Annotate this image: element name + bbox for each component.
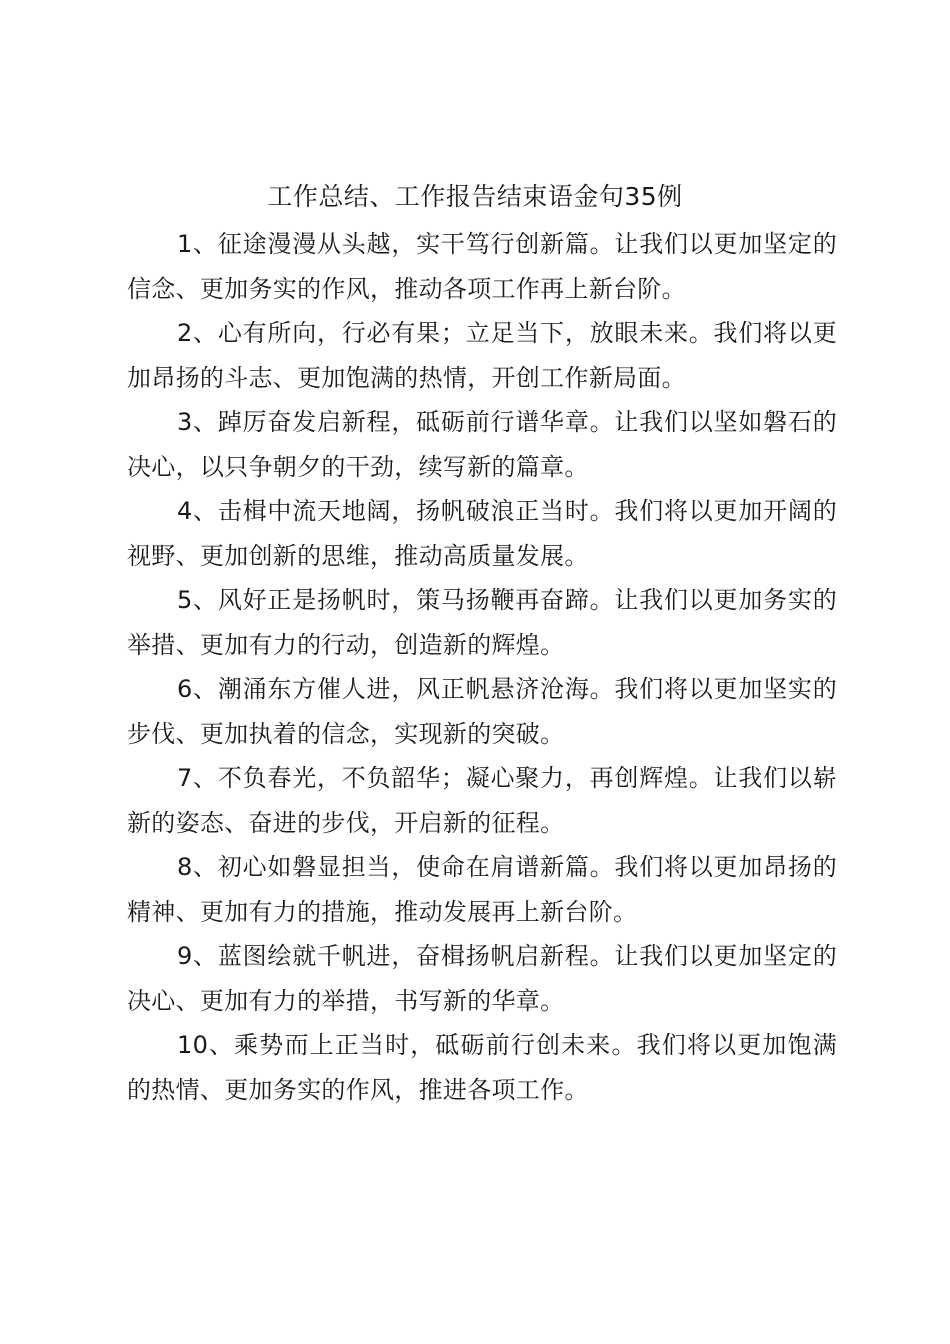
paragraph-8: 8、初心如磐显担当，使命在肩谱新篇。我们将以更加昂扬的精神、更加有力的措施，推动发展再上新台阶。	[127, 853, 837, 926]
paragraph-3: 3、踔厉奋发启新程，砥砺前行谱华章。让我们以坚如磐石的决心，以只争朝夕的干劲，续写新的篇章。	[127, 408, 837, 481]
document-title: 工作总结、工作报告结束语金句35例	[267, 182, 683, 211]
paragraph-5: 5、风好正是扬帆时，策马扬鞭再奋蹄。让我们以更加务实的举措、更加有力的行动，创造新的辉煌。	[127, 586, 837, 659]
document-body	[127, 222, 837, 1112]
paragraph-10: 10、乘势而上正当时，砥砺前行创未来。我们将以更加饱满的热情、更加务实的作风，推进各项工作。	[127, 1031, 837, 1104]
paragraph-6: 6、潮涌东方催人进，风正帆悬济沧海。我们将以更加坚实的步伐、更加执着的信念，实现新的突破。	[127, 675, 837, 748]
paragraph-7: 7、不负春光，不负韶华；凝心聚力，再创辉煌。让我们以崭新的姿态、奋进的步伐，开启新的征程。	[127, 764, 837, 837]
paragraph-4: 4、击楫中流天地阔，扬帆破浪正当时。我们将以更加开阔的视野、更加创新的思维，推动高质量发展。	[127, 497, 837, 570]
paragraph-9: 9、蓝图绘就千帆进，奋楫扬帆启新程。让我们以更加坚定的决心、更加有力的举措，书写新的华章。	[127, 942, 837, 1015]
paragraph-1: 1、征途漫漫从头越，实干笃行创新篇。让我们以更加坚定的信念、更加务实的作风，推动各项工作再上新台阶。	[127, 230, 837, 303]
paragraph-2: 2、心有所向，行必有果；立足当下，放眼未来。我们将以更加昂扬的斗志、更加饱满的热情，开创工作新局面。	[127, 319, 837, 392]
